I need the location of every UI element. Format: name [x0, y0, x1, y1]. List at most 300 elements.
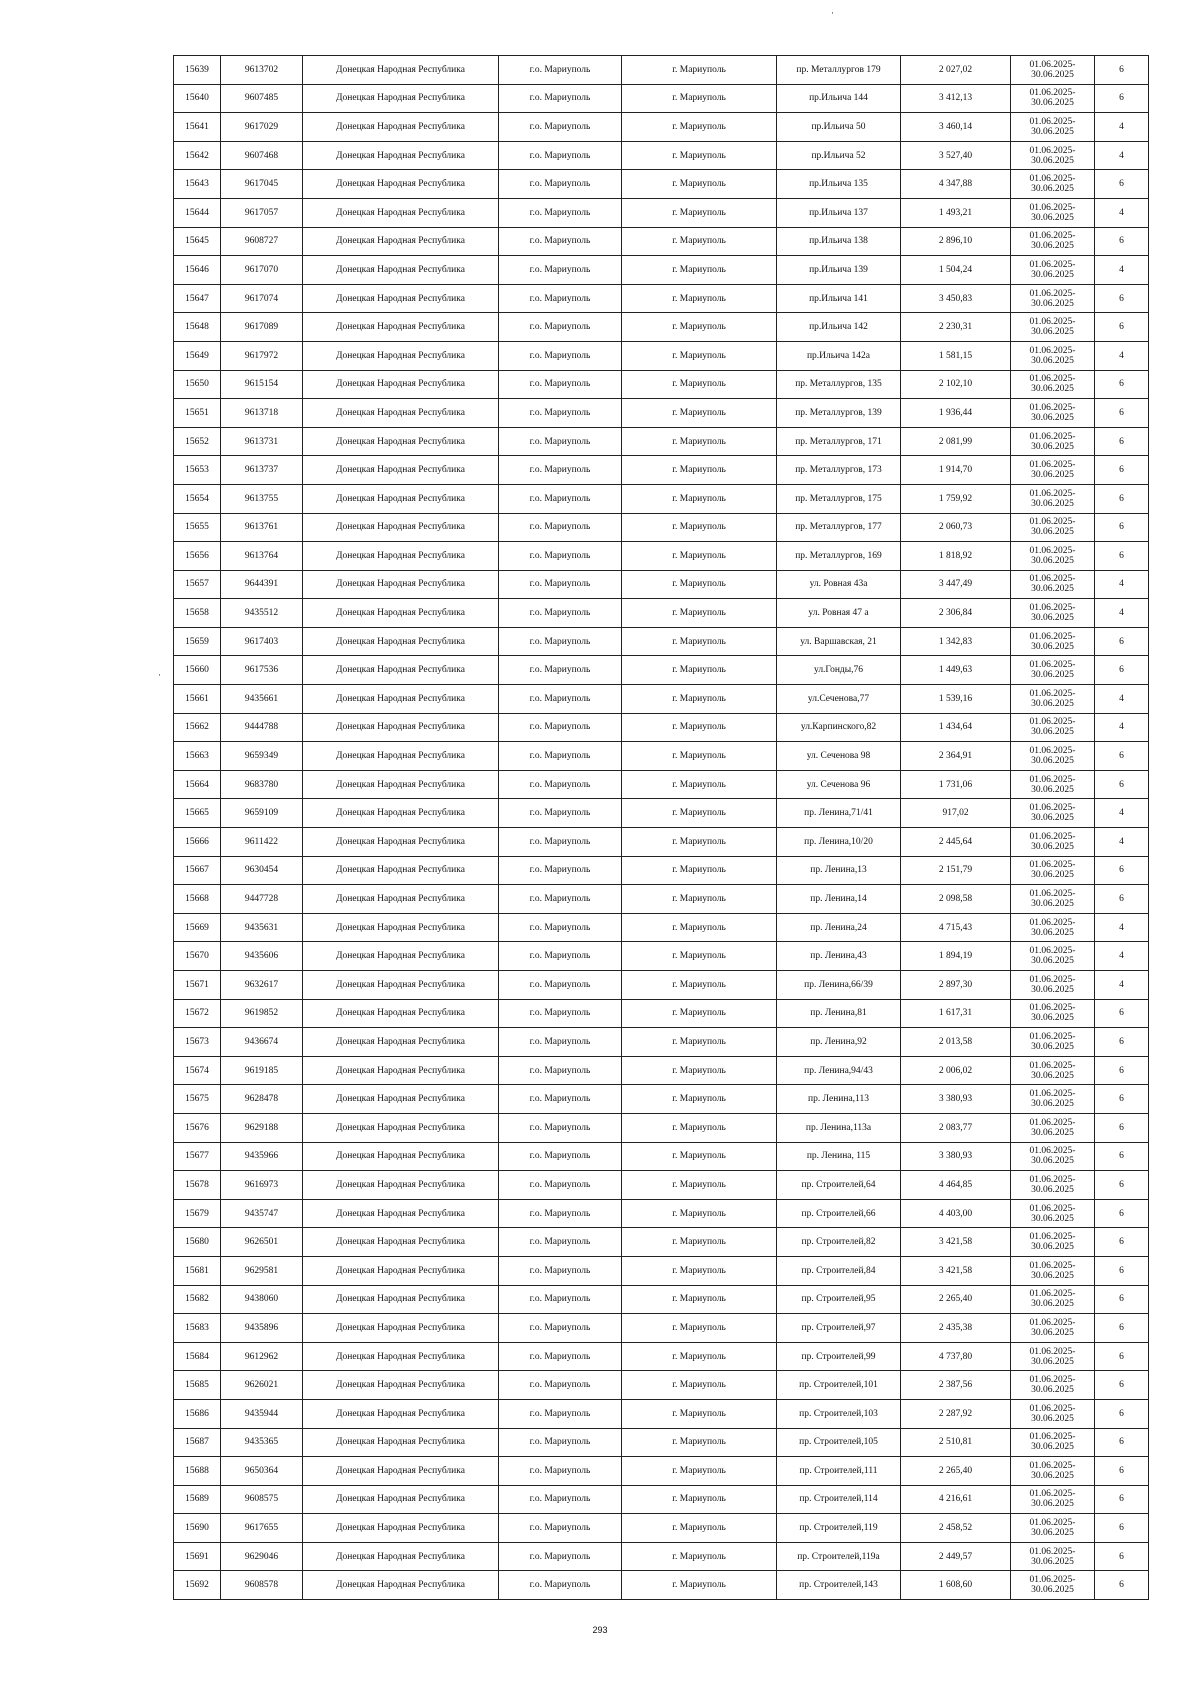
- cell-region: Донецкая Народная Республика: [303, 885, 499, 914]
- cell-district: г.о. Мариуполь: [499, 999, 622, 1028]
- cell-address: пр. Строителей,99: [777, 1342, 901, 1371]
- cell-period: [1011, 742, 1095, 771]
- cell-period: [1011, 1113, 1095, 1142]
- table-row: [174, 542, 1149, 571]
- cell-region: Донецкая Народная Республика: [303, 198, 499, 227]
- cell-object-code: 9435747: [221, 1199, 303, 1228]
- cell-region: Донецкая Народная Республика: [303, 1142, 499, 1171]
- cell-period: [1011, 885, 1095, 914]
- period-end: 30.06.2025: [1031, 1041, 1074, 1052]
- cell-district: г.о. Мариуполь: [499, 885, 622, 914]
- cell-city: г. Мариуполь: [622, 799, 777, 828]
- cell-city: г. Мариуполь: [622, 1028, 777, 1057]
- cell-area: 4 403,00: [901, 1199, 1011, 1228]
- cell-district: г.о. Мариуполь: [499, 1485, 622, 1514]
- cell-area: 3 380,93: [901, 1085, 1011, 1114]
- cell-floors: 4: [1095, 828, 1149, 857]
- cell-floors: 6: [1095, 656, 1149, 685]
- cell-period: [1011, 1542, 1095, 1571]
- cell-period: [1011, 599, 1095, 628]
- table-row: [174, 1428, 1149, 1457]
- period-end: 30.06.2025: [1031, 1442, 1074, 1453]
- table-row: [174, 341, 1149, 370]
- table-row: [174, 971, 1149, 1000]
- cell-floors: 6: [1095, 1142, 1149, 1171]
- cell-period: [1011, 542, 1095, 571]
- period-end: 30.06.2025: [1031, 641, 1074, 652]
- period-start: 01.06.2025-: [1029, 831, 1076, 842]
- cell-area: 2 060,73: [901, 513, 1011, 542]
- cell-district: г.о. Мариуполь: [499, 1056, 622, 1085]
- period-end: 30.06.2025: [1031, 155, 1074, 166]
- cell-address: пр. Строителей,111: [777, 1457, 901, 1486]
- cell-address: пр. Ленина,113: [777, 1085, 901, 1114]
- period-end: 30.06.2025: [1031, 1242, 1074, 1253]
- cell-object-code: 9613737: [221, 456, 303, 485]
- cell-address: пр. Ленина,113а: [777, 1113, 901, 1142]
- cell-district: г.о. Мариуполь: [499, 484, 622, 513]
- cell-floors: 4: [1095, 256, 1149, 285]
- period-start: 01.06.2025-: [1029, 431, 1076, 442]
- cell-floors: 6: [1095, 456, 1149, 485]
- cell-floors: 6: [1095, 84, 1149, 113]
- cell-row-number: 15645: [174, 227, 221, 256]
- cell-floors: 4: [1095, 942, 1149, 971]
- table-row: [174, 399, 1149, 428]
- cell-row-number: 15669: [174, 913, 221, 942]
- cell-floors: 6: [1095, 1371, 1149, 1400]
- cell-district: г.о. Мариуполь: [499, 113, 622, 142]
- scan-speck: ·: [831, 8, 834, 18]
- cell-row-number: 15668: [174, 885, 221, 914]
- cell-floors: 6: [1095, 1399, 1149, 1428]
- cell-region: Донецкая Народная Республика: [303, 141, 499, 170]
- period-start: 01.06.2025-: [1029, 145, 1076, 156]
- cell-region: Донецкая Народная Республика: [303, 513, 499, 542]
- period-start: 01.06.2025-: [1029, 1432, 1076, 1443]
- cell-address: ул.Сеченова,77: [777, 685, 901, 714]
- cell-district: г.о. Мариуполь: [499, 685, 622, 714]
- period-end: 30.06.2025: [1031, 555, 1074, 566]
- scan-speck: ·: [158, 670, 161, 680]
- period-start: 01.06.2025-: [1029, 574, 1076, 585]
- cell-district: г.о. Мариуполь: [499, 1113, 622, 1142]
- cell-floors: 6: [1095, 1113, 1149, 1142]
- cell-floors: 6: [1095, 1028, 1149, 1057]
- cell-city: г. Мариуполь: [622, 1457, 777, 1486]
- cell-row-number: 15690: [174, 1514, 221, 1543]
- cell-district: г.о. Мариуполь: [499, 313, 622, 342]
- period-start: 01.06.2025-: [1029, 259, 1076, 270]
- cell-row-number: 15640: [174, 84, 221, 113]
- cell-period: [1011, 256, 1095, 285]
- cell-floors: 6: [1095, 170, 1149, 199]
- cell-period: [1011, 627, 1095, 656]
- period-start: 01.06.2025-: [1029, 889, 1076, 900]
- cell-region: Донецкая Народная Республика: [303, 599, 499, 628]
- period-start: 01.06.2025-: [1029, 1403, 1076, 1414]
- cell-area: 2 896,10: [901, 227, 1011, 256]
- cell-region: Донецкая Народная Республика: [303, 1399, 499, 1428]
- cell-region: Донецкая Народная Республика: [303, 685, 499, 714]
- cell-floors: 6: [1095, 370, 1149, 399]
- cell-row-number: 15659: [174, 627, 221, 656]
- cell-area: 3 421,58: [901, 1256, 1011, 1285]
- cell-city: г. Мариуполь: [622, 1199, 777, 1228]
- cell-address: пр. Ленина,81: [777, 999, 901, 1028]
- cell-address: пр. Строителей,84: [777, 1256, 901, 1285]
- cell-object-code: 9629188: [221, 1113, 303, 1142]
- cell-city: г. Мариуполь: [622, 1142, 777, 1171]
- period-start: 01.06.2025-: [1029, 488, 1076, 499]
- period-start: 01.06.2025-: [1029, 1117, 1076, 1128]
- cell-address: ул. Варшавская, 21: [777, 627, 901, 656]
- cell-city: г. Мариуполь: [622, 370, 777, 399]
- period-end: 30.06.2025: [1031, 584, 1074, 595]
- table-row: [174, 284, 1149, 313]
- period-start: 01.06.2025-: [1029, 174, 1076, 185]
- cell-period: [1011, 971, 1095, 1000]
- cell-period: [1011, 56, 1095, 85]
- cell-object-code: 9435944: [221, 1399, 303, 1428]
- cell-row-number: 15639: [174, 56, 221, 85]
- cell-district: г.о. Мариуполь: [499, 141, 622, 170]
- table-row: [174, 1056, 1149, 1085]
- cell-address: пр. Ленина,10/20: [777, 828, 901, 857]
- cell-period: [1011, 399, 1095, 428]
- cell-region: Донецкая Народная Республика: [303, 856, 499, 885]
- cell-row-number: 15670: [174, 942, 221, 971]
- cell-period: [1011, 856, 1095, 885]
- cell-row-number: 15666: [174, 828, 221, 857]
- cell-floors: 4: [1095, 341, 1149, 370]
- period-end: 30.06.2025: [1031, 1270, 1074, 1281]
- cell-floors: 4: [1095, 599, 1149, 628]
- table-row: [174, 1199, 1149, 1228]
- cell-period: [1011, 1571, 1095, 1600]
- cell-region: Донецкая Народная Республика: [303, 742, 499, 771]
- cell-area: 3 421,58: [901, 1228, 1011, 1257]
- table-row: [174, 84, 1149, 113]
- cell-floors: 6: [1095, 1285, 1149, 1314]
- period-start: 01.06.2025-: [1029, 202, 1076, 213]
- cell-city: г. Мариуполь: [622, 1285, 777, 1314]
- cell-region: Донецкая Народная Республика: [303, 1285, 499, 1314]
- cell-period: [1011, 799, 1095, 828]
- period-start: 01.06.2025-: [1029, 88, 1076, 99]
- cell-region: Донецкая Народная Республика: [303, 1199, 499, 1228]
- period-end: 30.06.2025: [1031, 298, 1074, 309]
- period-start: 01.06.2025-: [1029, 1260, 1076, 1271]
- period-end: 30.06.2025: [1031, 69, 1074, 80]
- table-row: [174, 685, 1149, 714]
- cell-district: г.о. Мариуполь: [499, 84, 622, 113]
- cell-object-code: 9608727: [221, 227, 303, 256]
- table-row: [174, 770, 1149, 799]
- cell-city: г. Мариуполь: [622, 1228, 777, 1257]
- table-row: [174, 1342, 1149, 1371]
- cell-address: пр. Строителей,119а: [777, 1542, 901, 1571]
- period-end: 30.06.2025: [1031, 698, 1074, 709]
- cell-floors: 4: [1095, 913, 1149, 942]
- cell-row-number: 15658: [174, 599, 221, 628]
- cell-area: 2 445,64: [901, 828, 1011, 857]
- cell-address: пр. Ленина,66/39: [777, 971, 901, 1000]
- cell-row-number: 15672: [174, 999, 221, 1028]
- cell-period: [1011, 1371, 1095, 1400]
- page-number: 293: [592, 1625, 608, 1635]
- cell-region: Донецкая Народная Республика: [303, 1256, 499, 1285]
- period-start: 01.06.2025-: [1029, 231, 1076, 242]
- table-row: [174, 313, 1149, 342]
- cell-area: 3 447,49: [901, 570, 1011, 599]
- cell-address: ул. Сеченова 98: [777, 742, 901, 771]
- cell-city: г. Мариуполь: [622, 942, 777, 971]
- cell-floors: 4: [1095, 141, 1149, 170]
- cell-city: г. Мариуполь: [622, 770, 777, 799]
- cell-object-code: 9607468: [221, 141, 303, 170]
- cell-district: г.о. Мариуполь: [499, 1428, 622, 1457]
- cell-object-code: 9617074: [221, 284, 303, 313]
- cell-area: 1 608,60: [901, 1571, 1011, 1600]
- cell-address: пр.Ильича 142а: [777, 341, 901, 370]
- cell-city: г. Мариуполь: [622, 1571, 777, 1600]
- cell-district: г.о. Мариуполь: [499, 1514, 622, 1543]
- period-end: 30.06.2025: [1031, 241, 1074, 252]
- cell-row-number: 15641: [174, 113, 221, 142]
- cell-floors: 6: [1095, 1171, 1149, 1200]
- cell-area: 3 527,40: [901, 141, 1011, 170]
- cell-city: г. Мариуполь: [622, 542, 777, 571]
- cell-region: Донецкая Народная Республика: [303, 313, 499, 342]
- cell-district: г.о. Мариуполь: [499, 1228, 622, 1257]
- table-row: [174, 1142, 1149, 1171]
- period-start: 01.06.2025-: [1029, 345, 1076, 356]
- table-row: [174, 1085, 1149, 1114]
- cell-row-number: 15650: [174, 370, 221, 399]
- cell-city: г. Мариуполь: [622, 627, 777, 656]
- cell-region: Донецкая Народная Республика: [303, 1571, 499, 1600]
- cell-region: Донецкая Народная Республика: [303, 456, 499, 485]
- period-start: 01.06.2025-: [1029, 1203, 1076, 1214]
- cell-district: г.о. Мариуполь: [499, 513, 622, 542]
- cell-period: [1011, 1485, 1095, 1514]
- cell-object-code: 9619185: [221, 1056, 303, 1085]
- period-start: 01.06.2025-: [1029, 803, 1076, 814]
- table-row: [174, 1485, 1149, 1514]
- cell-region: Донецкая Народная Республика: [303, 284, 499, 313]
- period-end: 30.06.2025: [1031, 527, 1074, 538]
- cell-region: Донецкая Народная Республика: [303, 627, 499, 656]
- cell-area: 2 306,84: [901, 599, 1011, 628]
- cell-region: Донецкая Народная Республика: [303, 170, 499, 199]
- housing-registry-table: [173, 55, 1149, 1600]
- cell-floors: 6: [1095, 1342, 1149, 1371]
- period-start: 01.06.2025-: [1029, 1174, 1076, 1185]
- cell-region: Донецкая Народная Республика: [303, 1314, 499, 1343]
- cell-object-code: 9617057: [221, 198, 303, 227]
- cell-row-number: 15667: [174, 856, 221, 885]
- cell-period: [1011, 828, 1095, 857]
- cell-address: пр.Ильича 144: [777, 84, 901, 113]
- cell-region: Донецкая Народная Республика: [303, 227, 499, 256]
- cell-floors: 6: [1095, 513, 1149, 542]
- cell-district: г.о. Мариуполь: [499, 56, 622, 85]
- period-end: 30.06.2025: [1031, 841, 1074, 852]
- cell-area: 1 434,64: [901, 713, 1011, 742]
- cell-address: пр. Ленина, 115: [777, 1142, 901, 1171]
- cell-region: Донецкая Народная Республика: [303, 1371, 499, 1400]
- period-start: 01.06.2025-: [1029, 717, 1076, 728]
- cell-region: Донецкая Народная Республика: [303, 1085, 499, 1114]
- cell-object-code: 9659109: [221, 799, 303, 828]
- period-end: 30.06.2025: [1031, 1385, 1074, 1396]
- cell-district: г.о. Мариуполь: [499, 1285, 622, 1314]
- period-end: 30.06.2025: [1031, 1127, 1074, 1138]
- cell-period: [1011, 1285, 1095, 1314]
- cell-district: г.о. Мариуполь: [499, 1399, 622, 1428]
- cell-city: г. Мариуполь: [622, 856, 777, 885]
- cell-period: [1011, 1085, 1095, 1114]
- cell-city: г. Мариуполь: [622, 313, 777, 342]
- cell-row-number: 15677: [174, 1142, 221, 1171]
- cell-row-number: 15644: [174, 198, 221, 227]
- cell-area: 1 504,24: [901, 256, 1011, 285]
- cell-district: г.о. Мариуполь: [499, 1142, 622, 1171]
- cell-object-code: 9629581: [221, 1256, 303, 1285]
- period-start: 01.06.2025-: [1029, 288, 1076, 299]
- cell-district: г.о. Мариуполь: [499, 284, 622, 313]
- period-start: 01.06.2025-: [1029, 1375, 1076, 1386]
- cell-period: [1011, 942, 1095, 971]
- cell-city: г. Мариуполь: [622, 742, 777, 771]
- cell-region: Донецкая Народная Республика: [303, 56, 499, 85]
- cell-object-code: 9617972: [221, 341, 303, 370]
- cell-region: Донецкая Народная Республика: [303, 1056, 499, 1085]
- period-start: 01.06.2025-: [1029, 59, 1076, 70]
- period-end: 30.06.2025: [1031, 269, 1074, 280]
- cell-period: [1011, 1228, 1095, 1257]
- cell-address: пр. Строителей,101: [777, 1371, 901, 1400]
- cell-district: г.о. Мариуполь: [499, 828, 622, 857]
- table-row: [174, 141, 1149, 170]
- cell-period: [1011, 313, 1095, 342]
- cell-object-code: 9626501: [221, 1228, 303, 1257]
- period-start: 01.06.2025-: [1029, 116, 1076, 127]
- cell-floors: 6: [1095, 284, 1149, 313]
- cell-district: г.о. Мариуполь: [499, 799, 622, 828]
- period-end: 30.06.2025: [1031, 355, 1074, 366]
- cell-row-number: 15655: [174, 513, 221, 542]
- cell-address: пр.Ильича 141: [777, 284, 901, 313]
- table-row: [174, 1171, 1149, 1200]
- cell-district: г.о. Мариуполь: [499, 770, 622, 799]
- period-end: 30.06.2025: [1031, 498, 1074, 509]
- cell-region: Донецкая Народная Республика: [303, 399, 499, 428]
- period-start: 01.06.2025-: [1029, 1546, 1076, 1557]
- cell-object-code: 9435365: [221, 1428, 303, 1457]
- cell-row-number: 15688: [174, 1457, 221, 1486]
- cell-area: 4 347,88: [901, 170, 1011, 199]
- cell-floors: 6: [1095, 1199, 1149, 1228]
- cell-floors: 6: [1095, 1256, 1149, 1285]
- cell-address: пр. Металлургов, 135: [777, 370, 901, 399]
- cell-object-code: 9613731: [221, 427, 303, 456]
- cell-floors: 6: [1095, 885, 1149, 914]
- cell-row-number: 15678: [174, 1171, 221, 1200]
- cell-city: г. Мариуполь: [622, 885, 777, 914]
- cell-region: Донецкая Народная Республика: [303, 656, 499, 685]
- cell-address: пр. Ленина,71/41: [777, 799, 901, 828]
- cell-area: 3 460,14: [901, 113, 1011, 142]
- cell-row-number: 15654: [174, 484, 221, 513]
- cell-object-code: 9616973: [221, 1171, 303, 1200]
- cell-period: [1011, 1256, 1095, 1285]
- cell-region: Донецкая Народная Республика: [303, 1485, 499, 1514]
- cell-address: пр. Металлургов, 177: [777, 513, 901, 542]
- cell-city: г. Мариуполь: [622, 256, 777, 285]
- cell-address: пр. Ленина,43: [777, 942, 901, 971]
- cell-object-code: 9613761: [221, 513, 303, 542]
- table-row: [174, 627, 1149, 656]
- cell-object-code: 9435631: [221, 913, 303, 942]
- cell-district: г.о. Мариуполь: [499, 942, 622, 971]
- cell-period: [1011, 999, 1095, 1028]
- period-end: 30.06.2025: [1031, 327, 1074, 338]
- period-end: 30.06.2025: [1031, 1356, 1074, 1367]
- cell-city: г. Мариуполь: [622, 341, 777, 370]
- cell-address: ул. Ровная 43а: [777, 570, 901, 599]
- cell-district: г.о. Мариуполь: [499, 170, 622, 199]
- period-end: 30.06.2025: [1031, 126, 1074, 137]
- period-start: 01.06.2025-: [1029, 917, 1076, 928]
- cell-period: [1011, 513, 1095, 542]
- cell-district: г.о. Мариуполь: [499, 1171, 622, 1200]
- cell-row-number: 15686: [174, 1399, 221, 1428]
- cell-area: 2 102,10: [901, 370, 1011, 399]
- cell-row-number: 15647: [174, 284, 221, 313]
- period-start: 01.06.2025-: [1029, 1460, 1076, 1471]
- period-end: 30.06.2025: [1031, 1013, 1074, 1024]
- cell-city: г. Мариуполь: [622, 284, 777, 313]
- period-start: 01.06.2025-: [1029, 517, 1076, 528]
- cell-city: г. Мариуполь: [622, 1056, 777, 1085]
- cell-floors: 6: [1095, 770, 1149, 799]
- cell-floors: 6: [1095, 1542, 1149, 1571]
- cell-district: г.о. Мариуполь: [499, 198, 622, 227]
- cell-address: пр.Ильича 135: [777, 170, 901, 199]
- cell-area: 2 897,30: [901, 971, 1011, 1000]
- cell-city: г. Мариуполь: [622, 1342, 777, 1371]
- period-start: 01.06.2025-: [1029, 1232, 1076, 1243]
- cell-floors: 6: [1095, 1571, 1149, 1600]
- cell-row-number: 15665: [174, 799, 221, 828]
- cell-period: [1011, 1514, 1095, 1543]
- cell-object-code: 9632617: [221, 971, 303, 1000]
- cell-floors: 4: [1095, 713, 1149, 742]
- period-end: 30.06.2025: [1031, 727, 1074, 738]
- cell-district: г.о. Мариуполь: [499, 713, 622, 742]
- cell-floors: 4: [1095, 198, 1149, 227]
- cell-floors: 4: [1095, 685, 1149, 714]
- cell-object-code: 9629046: [221, 1542, 303, 1571]
- cell-region: Донецкая Народная Республика: [303, 770, 499, 799]
- cell-area: 2 027,02: [901, 56, 1011, 85]
- cell-area: 2 083,77: [901, 1113, 1011, 1142]
- cell-period: [1011, 484, 1095, 513]
- table-row: [174, 427, 1149, 456]
- cell-row-number: 15653: [174, 456, 221, 485]
